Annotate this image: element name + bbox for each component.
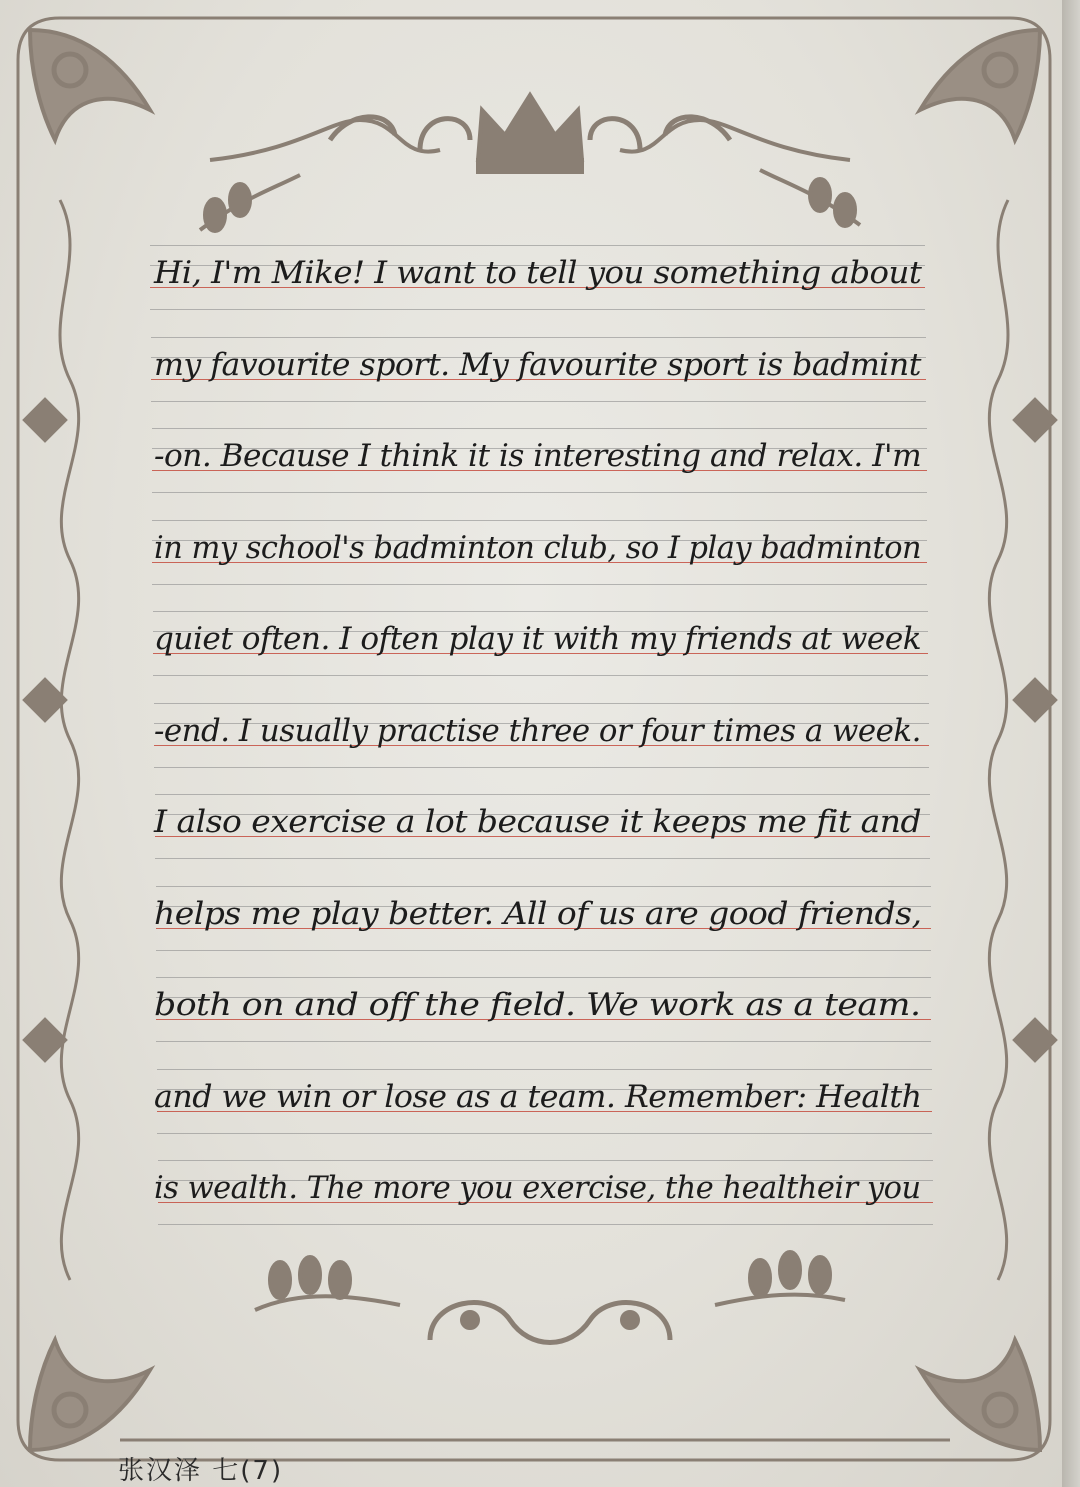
guide-rule: [150, 245, 925, 246]
guide-rule: [157, 1069, 932, 1070]
guide-rule: [156, 886, 931, 887]
guide-rule: [154, 767, 929, 768]
handwritten-line: helps me play better. All of us are good friends,: [154, 895, 922, 932]
corner-top-left: [30, 30, 150, 140]
guide-rule: [158, 1224, 933, 1225]
guide-rule: [151, 337, 926, 338]
guide-rule: [158, 1160, 933, 1161]
guide-rule: [155, 858, 930, 859]
left-vine: [60, 200, 79, 1280]
handwritten-line: is wealth. The more you exercise, the healtheir you: [154, 1170, 921, 1206]
guide-rule: [152, 428, 927, 429]
handwritten-line: my favourite sport. My favourite sport is badmint: [154, 346, 921, 383]
corner-bottom-right: [920, 1340, 1040, 1450]
handwritten-line: quiet often. I often play it with my friends at week: [154, 621, 922, 657]
guide-rule: [152, 584, 927, 585]
guide-rule: [154, 703, 929, 704]
guide-rule: [152, 492, 927, 493]
corner-bottom-left: [30, 1340, 150, 1450]
handwritten-line: both on and off the field. We work as a team.: [154, 987, 921, 1023]
left-medallions: [25, 400, 65, 1060]
student-signature: 张汉泽 七(7): [118, 1456, 284, 1486]
guide-rule: [150, 309, 925, 310]
handwritten-line: -on. Because I think it is interesting and relax. I'm: [154, 438, 922, 474]
handwritten-line: in my school's badminton club, so I play badminton: [154, 529, 922, 566]
guide-rule: [157, 1133, 932, 1134]
guide-rule: [155, 794, 930, 795]
guide-rule: [156, 950, 931, 951]
guide-rule: [156, 977, 931, 978]
guide-rule: [151, 401, 926, 402]
handwritten-line: I also exercise a lot because it keeps me fit and: [154, 804, 922, 840]
guide-rule: [152, 520, 927, 521]
guide-rule: [156, 1041, 931, 1042]
handwritten-line: Hi, I'm Mike! I want to tell you something about: [154, 255, 922, 291]
corner-top-right: [920, 30, 1040, 140]
guide-rule: [153, 675, 928, 676]
guide-rule: [153, 611, 928, 612]
right-vine: [989, 200, 1008, 1280]
handwritten-line: -end. I usually practise three or four times a week.: [154, 712, 921, 749]
crown-icon: [478, 95, 582, 160]
handwritten-line: and we win or lose as a team. Remember: Health: [154, 1078, 922, 1115]
